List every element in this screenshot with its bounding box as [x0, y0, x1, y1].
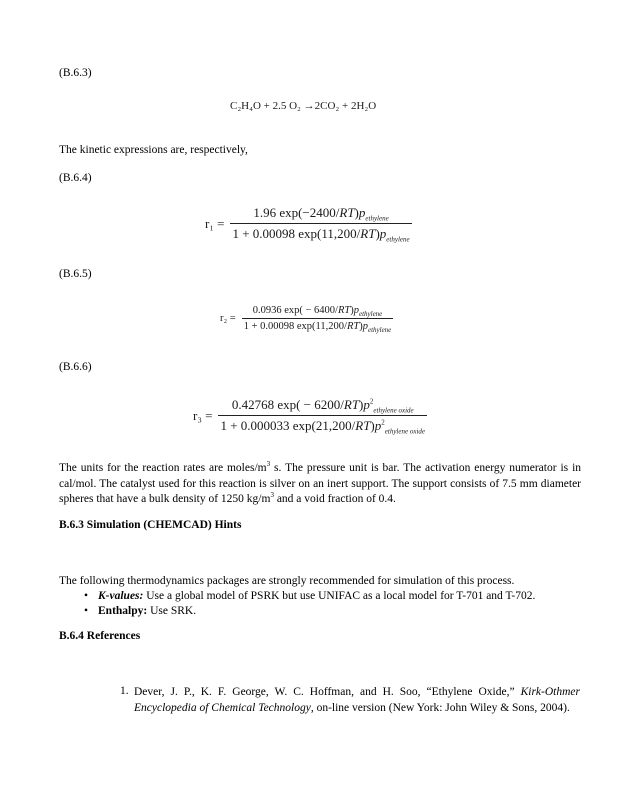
eq-r1-fraction: [230, 205, 411, 242]
eq-r2-denominator: [242, 318, 394, 335]
eq-r3-denominator: [218, 415, 427, 434]
bullet-kvalues: [84, 589, 584, 604]
eq-r2-num-sub: ethylene: [358, 310, 383, 319]
eq-r1-num-rt: RT: [339, 205, 355, 220]
eq-r3-num-sup: 2: [369, 397, 374, 406]
equation-r1: [205, 205, 412, 242]
eq-r3-den-sub: ethylene oxide: [384, 427, 425, 436]
eq-r3-den-p: p: [374, 418, 382, 433]
eq-r2-num-close: ): [350, 305, 354, 316]
eq-r2-den-p: p: [362, 321, 368, 332]
eq-r1-lhs: r₁ =: [205, 215, 225, 231]
eq-r1-den-sub: ethylene: [386, 235, 410, 244]
reference-authors: Dever, J. P., K. F. George, W. C. Hoffman, and H. Soo, “Ethylene Oxide,”: [134, 686, 521, 698]
reference-entry: [134, 685, 580, 716]
eq-r1-den-coeff: 1 + 0.00098 exp(11,200/: [232, 226, 361, 241]
thermo-bullet-list: [84, 589, 584, 619]
eq-r2-den-coeff: 1 + 0.00098 exp(11,200/: [243, 321, 347, 332]
bullet-enthalpy: [84, 604, 584, 619]
equation-r3: [193, 397, 427, 434]
sim-heading: B.6.3 Simulation (CHEMCAD) Hints: [59, 519, 242, 531]
eq-r2-lhs: r₂ =: [220, 313, 236, 324]
bullet-enthalpy-label: Enthalpy:: [98, 605, 148, 617]
eq-r2-num-p: p: [353, 305, 359, 316]
bullet-kvalues-label: K-values:: [98, 590, 144, 602]
units-sup2: 3: [270, 491, 274, 500]
equation-b63: [230, 100, 376, 112]
eq-r3-numerator: [218, 397, 427, 415]
eq-r3-num-coeff: 0.42768 exp( − 6200/: [231, 397, 344, 412]
eq-r3-den-sup: 2: [381, 418, 385, 427]
eq-label-b63: (B.6.3): [59, 67, 92, 79]
bullet-kvalues-text: Use a global model of PSRK but use UNIFAC as a local model for T-701 and T-702.: [143, 590, 536, 602]
eq-r3-lhs: r₃ =: [193, 407, 213, 423]
eq-r1-num-p: p: [358, 205, 366, 220]
eq-b63-rhs: 2CO₂ + 2H₂O: [314, 100, 377, 112]
eq-r3-den-close: ): [370, 418, 375, 433]
eq-r3-num-sub: ethylene oxide: [373, 406, 414, 415]
eq-r3-num-close: ): [359, 397, 364, 412]
units-sup1: 3: [266, 460, 271, 469]
units-part2: s. The pressure unit is bar. The activation energy numerator is in cal/mol. The catalyst used for this reaction is silver on an inert support. The support consists of 7.5 mm diameter spheres that have a bulk density of 1250 kg/m: [59, 462, 582, 505]
eq-r3-fraction: [218, 397, 427, 434]
eq-r1-num-sub: ethylene: [365, 214, 389, 223]
eq-label-b65: (B.6.5): [59, 268, 92, 280]
eq-r3-num-p: p: [363, 397, 370, 412]
eq-r1-num-close: ): [354, 205, 359, 220]
eq-r1-den-close: ): [375, 226, 380, 241]
equation-r2: [220, 305, 393, 335]
eq-r3-den-coeff: 1 + 0.000033 exp(21,200/: [220, 418, 356, 433]
eq-r2-den-sub: ethylene: [367, 326, 392, 335]
units-paragraph: [59, 461, 581, 508]
bullet-enthalpy-text: Use SRK.: [147, 605, 197, 617]
units-part1: The units for the reaction rates are moles/m: [59, 462, 267, 474]
eq-r3-num-rt: RT: [343, 397, 360, 412]
eq-r3-den-rt: RT: [355, 418, 371, 433]
kinetic-intro: The kinetic expressions are, respectively,: [59, 144, 248, 156]
units-part3: and a void fraction of 0.4.: [273, 493, 396, 505]
eq-r1-denominator: [230, 223, 411, 242]
reference-source: Kirk-Othmer Encyclopedia of Chemical Technology: [134, 686, 580, 714]
reference-number: 1.: [120, 685, 129, 697]
eq-r1-den-rt: RT: [360, 226, 376, 241]
eq-r2-den-close: ): [359, 321, 363, 332]
eq-r2-num-coeff: 0.0936 exp( − 6400/: [252, 305, 338, 316]
eq-r2-den-rt: RT: [346, 321, 360, 332]
reference-rest: , on-line version (New York: John Wiley & Sons, 2004).: [310, 701, 570, 714]
eq-r2-fraction: [242, 305, 394, 335]
eq-r2-num-rt: RT: [337, 305, 351, 316]
eq-r1-den-p: p: [379, 226, 387, 241]
eq-label-b64: (B.6.4): [59, 172, 92, 184]
eq-r1-num-coeff: 1.96 exp(−2400/: [253, 205, 340, 220]
eq-r2-numerator: [242, 305, 394, 318]
eq-r1-numerator: [230, 205, 411, 223]
eq-b63-arrow: →: [303, 100, 315, 112]
thermo-intro: The following thermodynamics packages are strongly recommended for simulation of this process.: [59, 575, 515, 587]
eq-label-b66: (B.6.6): [59, 361, 92, 373]
ref-heading: B.6.4 References: [59, 630, 141, 642]
eq-b63-lhs: C₂H₄O + 2.5 O₂: [230, 100, 301, 112]
